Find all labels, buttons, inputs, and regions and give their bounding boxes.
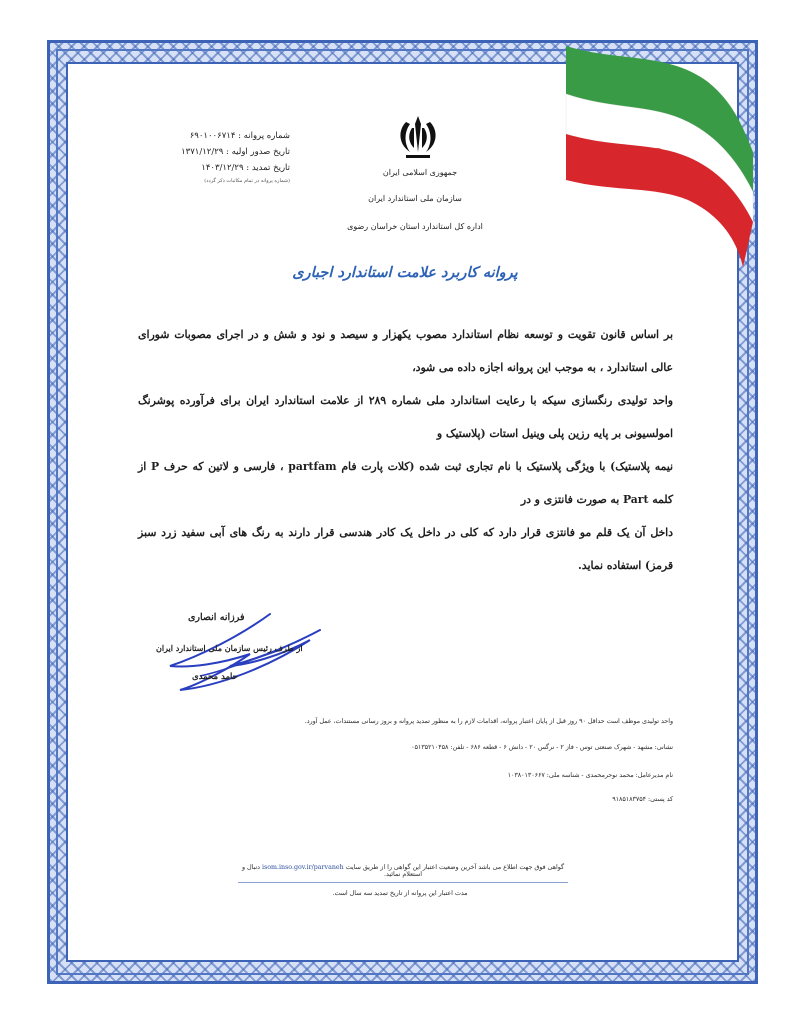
iran-flag-image [558, 42, 758, 272]
info-postal-code: کد پستی: ۹۱۸۵۱۸۳۷۵۴ [612, 796, 673, 803]
footer-note-suffix: دنبال و استعلام نمائید. [241, 864, 422, 878]
signer-role: از طرف رئیس سازمان ملی استاندارد ایران [156, 643, 303, 653]
second-signer-name: حامد محمدی [192, 672, 238, 682]
signer-name: فرزانه انصاری [188, 612, 245, 623]
body-paragraph: بر اساس قانون تقویت و توسعه نظام استاندارد مصوب یکهزار و سیصد و نود و شش و در اجرای مصوبات شورای عالی استاندارد ، به موجب این پروانه اجازه داده می شود، [138, 328, 673, 374]
info-renewal-note: واحد تولیدی موظف است حداقل ۹۰ روز قبل از پایان اعتبار پروانه، اقدامات لازم را به منظور تمدید پروانه و بروز رسانی مستندات، عمل آورد. [304, 718, 673, 725]
validity-note: مدت اعتبار این پروانه از تاریخ تمدید سه سال است. [332, 890, 468, 897]
license-meta [150, 128, 290, 186]
body-paragraph: نیمه پلاستیک) با ویژگی پلاستیک با نام تجاری ثبت شده (کلات پارت فام partfam ، فارسی و لاتین که حرف P از کلمه Part به صورت فانتزی و در [138, 460, 673, 506]
license-number: شماره پروانه : ۶۹۰۱۰۰۶۷۱۴ [189, 131, 290, 141]
renewal-date: تاریخ تمدید : ۱۴۰۳/۱۲/۲۹ [201, 163, 290, 173]
office-name: اداره کل استاندارد استان خراسان رضوی [347, 222, 483, 231]
footer-note-prefix: گواهی فوق جهت اطلاع می باشد آخرین وضعیت اعتبار این گواهی را از طریق سایت [345, 864, 565, 871]
certificate-body [138, 318, 673, 582]
first-issue-date: تاریخ صدور اولیه : ۱۳۷۱/۱۲/۲۹ [181, 147, 290, 157]
info-address: نشانی: مشهد - شهرک صنعتی توس - فاز ۲ - نرگس ۲۰ - دانش ۶ - قطعه ۶۸۶ - تلفن: ۰۵۱۳۵۲۱۰۴۵۸ [411, 744, 673, 751]
footer-note [238, 864, 568, 878]
body-paragraph: واحد تولیدی رنگسازی سیکه با رعایت استاندارد ملی شماره ۲۸۹ از علامت استاندارد ایران برای فرآورده پوشرنگ امولسیونی بر پایه رزین پلی وینیل استات (پلاستیک و [138, 394, 673, 440]
body-paragraph: داخل آن یک قلم مو فانتزی قرار دارد که کلی در داخل یک کادر هندسی قرار دارند به رنگ های آبی سفید زرد سبز قرمز) استفاده نماید. [138, 526, 673, 572]
organization-name: سازمان ملی استاندارد ایران [368, 194, 462, 203]
footer-divider [238, 882, 568, 883]
certificate-title: پروانه کاربرد علامت استاندارد اجباری [292, 264, 518, 281]
iran-emblem-icon [392, 112, 444, 162]
verification-link[interactable]: isom.inso.gov.ir/parvaneh [261, 864, 344, 871]
info-ceo: نام مدیرعامل: محمد نوحرمحمدی - شناسه ملی: ۱۰۳۸۰۱۳۰۶۶۷ [507, 772, 673, 779]
government-name: جمهوری اسلامی ایران [382, 168, 458, 177]
meta-note: (شماره پروانه در تمام مکاتبات ذکر گردد) [204, 178, 290, 184]
